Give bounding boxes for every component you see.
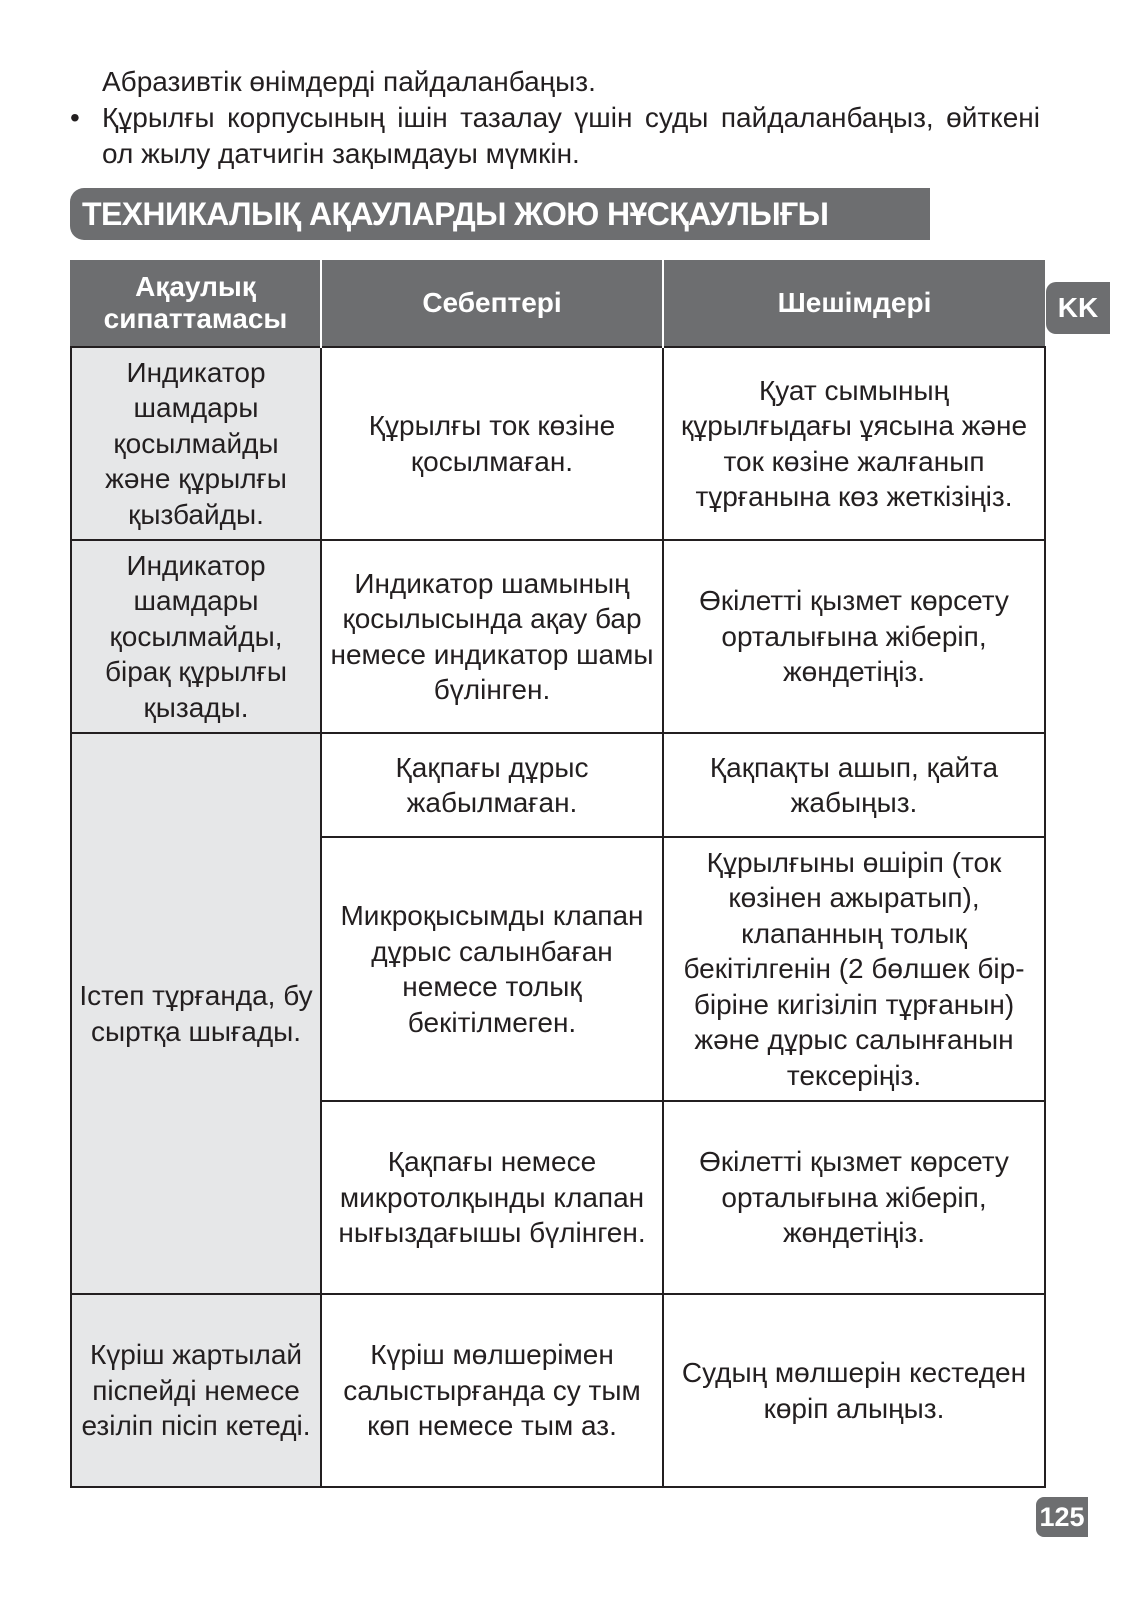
intro-text (70, 64, 1040, 172)
table-header-row (71, 260, 1045, 347)
troubleshooting-table (70, 260, 1046, 1488)
cause-cell: Қақпағы немесе микротолқынды клапан нығыздағышы бүлінген. (321, 1101, 663, 1294)
intro-bullet-text: Құрылғы корпусының ішін тазалау үшін суды пайдаланбаңыз, өйткені ол жылу датчигін зақымдауы мүмкін. (102, 102, 1040, 169)
solution-cell: Судың мөлшерін кестеден көріп алыңыз. (663, 1294, 1045, 1487)
intro-line: Абразивтік өнімдерді пайдаланбаңыз. (102, 66, 596, 97)
cause-cell: Индикатор шамының қосылысында ақау бар немесе индикатор шамы бүлінген. (321, 540, 663, 733)
solution-cell: Қақпақты ашып, қайта жабыңыз. (663, 733, 1045, 837)
problem-cell: Істеп тұрғанда, бу сыртқа шығады. (71, 733, 321, 1294)
problem-cell: Индикатор шамдары қосылмайды, бірақ құрылғы қызады. (71, 540, 321, 733)
section-title: ТЕХНИКАЛЫҚ АҚАУЛАРДЫ ЖОЮ НҰСҚАУЛЫҒЫ (70, 188, 930, 240)
page-number: 125 (1036, 1497, 1088, 1537)
header-cause: Себептері (321, 260, 663, 347)
bullet-icon: • (70, 102, 80, 133)
table-row (71, 733, 1045, 837)
solution-cell: Қуат сымының құрылғыдағы ұясына және ток көзіне жалғанып тұрғанына көз жеткізіңіз. (663, 347, 1045, 540)
intro-bullet-item (70, 100, 1040, 172)
problem-cell: Күріш жартылай піспейді немесе езіліп пісіп кетеді. (71, 1294, 321, 1487)
solution-cell: Өкілетті қызмет көрсету орталығына жіберіп, жөндетіңіз. (663, 1101, 1045, 1294)
language-tab: KK (1046, 282, 1110, 334)
cause-cell: Микроқысымды клапан дұрыс салынбаған немесе толық бекітілмеген. (321, 837, 663, 1101)
problem-cell: Индикатор шамдары қосылмайды және құрылғы қызбайды. (71, 347, 321, 540)
cause-cell: Күріш мөлшерімен салыстырғанда су тым көп немесе тым аз. (321, 1294, 663, 1487)
table-row (71, 1294, 1045, 1487)
solution-cell: Өкілетті қызмет көрсету орталығына жіберіп, жөндетіңіз. (663, 540, 1045, 733)
solution-cell: Құрылғыны өшіріп (ток көзінен ажыратып), клапанның толық бекітілгенін (2 бөлшек бір-біріне кигізіліп тұрғанын) және дұрыс салынғанын тексеріңіз. (663, 837, 1045, 1101)
table-row (71, 347, 1045, 540)
cause-cell: Құрылғы ток көзіне қосылмаған. (321, 347, 663, 540)
header-solution: Шешімдері (663, 260, 1045, 347)
table-row (71, 540, 1045, 733)
cause-cell: Қақпағы дұрыс жабылмаған. (321, 733, 663, 837)
header-problem: Ақаулық сипаттамасы (71, 260, 321, 347)
